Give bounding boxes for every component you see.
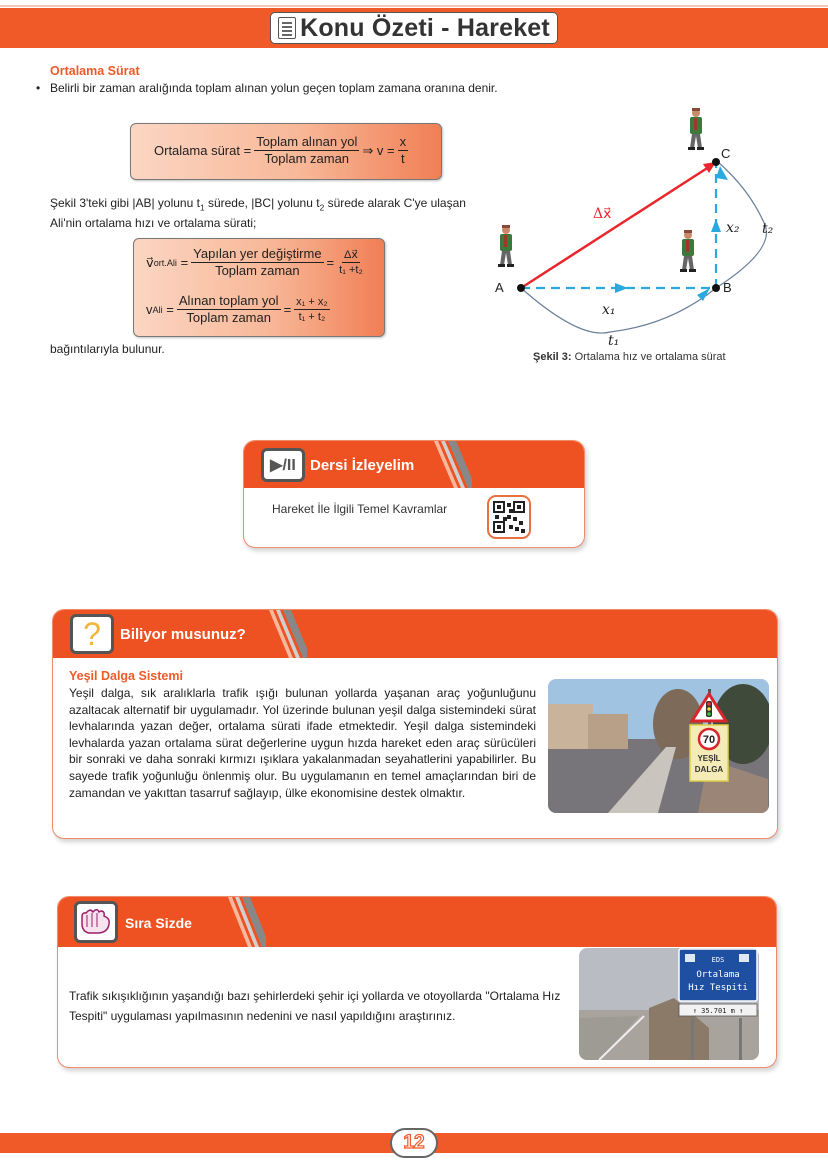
body-text: Yeşil dalga, sık aralıklarla trafik ışığı bulunan yollarda yaşanan araç yoğunluğunu azaltacak alternatif bir uygulamadır. Yol üzerinde bulunan yeşil dalga sistemindeki sürat levhalarında yazan değer, ortalama sürati ifade etmektedir. Yeşil dalga sistemindeki levhalarda yazan ortalama sürat değerlerine uygun hızda hareket eden araç sürücüleri bir sonraki ve daha sonraki kırmızı ışıklara yakalanmadan seyahatlerini yapabilirler. Bu sayede trafik yoğunluğu önlenmiş olur. Bu uygulamanın en temel amaçlarından biri de zamandan ve yakıttan tasarruf sağlayıp, ülke ekonomisine destek olmaktır. <box>69 686 536 800</box>
definition-text: Belirli bir zaman aralığında toplam alınan yolun geçen toplam zamana oranına denir. <box>50 81 498 95</box>
intro-paragraph: Şekil 3'teki gibi |AB| yolunu $t_1$ sürede, |BC| yolunu $t_2$ sürede alarak C'ye ulaşan Ali'nin ortalama hızı ve ortalama sürati; <box>50 196 466 231</box>
walker-icon-a <box>498 225 514 267</box>
formula-rhs-fraction: $\frac{x}{t}$ <box>399 134 407 167</box>
card-header <box>244 441 584 488</box>
svg-text:↑ 35.701 m ↑: ↑ 35.701 m ↑ <box>692 1007 744 1015</box>
walker-icon-c <box>688 108 704 150</box>
svg-text:Ortalama: Ortalama <box>696 970 740 980</box>
page-number: 12 <box>390 1128 438 1158</box>
document-list-icon <box>278 17 296 39</box>
formula-speed: v Ali = $\frac{\text{Alınan toplam yol}}{\text{Toplam zaman}}$ = $\frac{\text{x₁ + x₂}}{\text{t₁ + t₂}}$ <box>146 293 328 326</box>
pointing-fist-icon <box>74 901 118 943</box>
green-wave-photo <box>548 679 769 813</box>
your-turn-card <box>57 896 777 1068</box>
svg-text:Hız Tespiti: Hız Tespiti <box>688 983 748 993</box>
subtitle: Yeşil Dalga Sistemi <box>69 669 183 683</box>
speed-detection-photo <box>579 948 759 1060</box>
header-stripes <box>432 441 472 488</box>
page-title: Konu Özeti - Hareket <box>300 13 550 42</box>
header-stripes <box>226 897 266 947</box>
svg-text:DALGA: DALGA <box>694 765 724 774</box>
card-title: Sıra Sizde <box>125 915 192 931</box>
walker-icon-b <box>680 230 696 272</box>
svg-text:Δx⃗: Δx⃗ <box>593 206 612 222</box>
bullet-icon: • <box>36 81 41 95</box>
header-top-line <box>0 5 828 7</box>
svg-text:x₁: x₁ <box>602 302 616 318</box>
svg-text:B: B <box>723 280 732 295</box>
formula-average-speed <box>130 123 442 180</box>
svg-text:YEŞİL: YEŞİL <box>697 754 721 763</box>
svg-text:A: A <box>495 280 504 295</box>
watch-lesson-card <box>243 440 585 548</box>
formula-velocity: v⃗ ort.Ali = $\frac{\text{Yapılan yer değiştirme}}{\text{Toplam zaman}}$ = $\frac{\Delta x⃗}{\text{t₁ +t₂}}$ <box>146 246 363 279</box>
svg-text:C: C <box>721 146 731 161</box>
did-you-know-card <box>52 609 778 839</box>
motion-diagram <box>490 100 800 350</box>
page-title-box <box>270 12 558 44</box>
card-header <box>53 610 777 658</box>
qr-code-icon[interactable] <box>487 495 531 539</box>
header-stripes <box>267 610 307 658</box>
formula-fraction: $\frac{\text{Toplam alınan yol}}{\text{Toplam zaman}}$ <box>256 134 358 167</box>
svg-text:EDS: EDS <box>711 956 725 964</box>
card-title: Biliyor musunuz? <box>120 626 246 643</box>
card-header <box>58 897 776 947</box>
closing-text: bağıntılarıyla bulunur. <box>50 342 165 356</box>
formula-velocity-speed <box>133 238 385 337</box>
section-title: Ortalama Sürat <box>50 64 140 78</box>
lesson-link[interactable]: Hareket İle İlgili Temel Kavramlar <box>272 502 448 516</box>
play-pause-icon: ▶/II <box>261 448 305 482</box>
formula-implies: ⇒ v = <box>362 142 395 158</box>
formula-lhs: Ortalama sürat = <box>154 143 252 159</box>
svg-text:70: 70 <box>702 734 716 746</box>
question-mark-icon: ? <box>70 614 114 654</box>
svg-text:t₁: t₁ <box>608 333 620 349</box>
body-text: Trafik sıkışıklığının yaşandığı bazı şehirlerdeki şehir içi yollarda ve otoyollarda "Ortalama Hız Tespiti" uygulaması yapılmasının nedenini ve nasıl yapıldığını araştırınız. <box>69 989 561 1023</box>
card-title: Dersi İzleyelim <box>310 457 415 474</box>
definition-bullet <box>36 81 498 95</box>
figure-caption: Şekil 3: Ortalama hız ve ortalama sürat <box>533 351 726 363</box>
svg-text:x₂: x₂ <box>726 220 740 236</box>
svg-text:t₂: t₂ <box>762 221 774 237</box>
